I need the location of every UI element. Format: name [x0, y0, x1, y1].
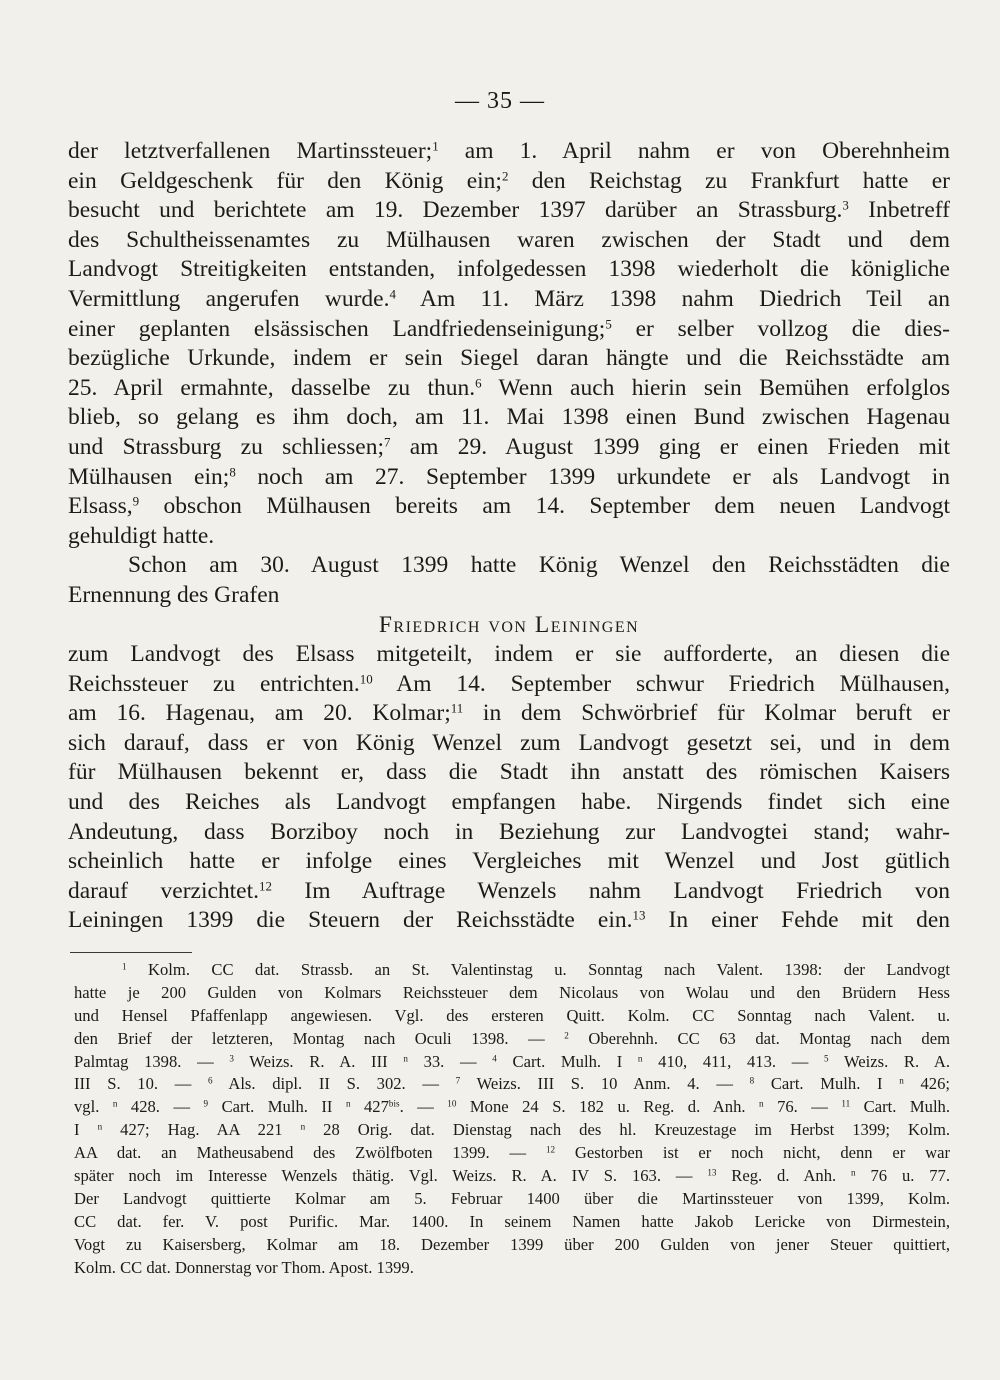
footnote-ref: 8 — [229, 463, 236, 479]
numero-mark: n — [345, 1098, 351, 1109]
numero-mark: n — [112, 1098, 118, 1109]
footnote-line: $^1$ Kolm. CC dat. Strassb. an St. Valentinstag u. Sonntag nach Valent. 1398: der Landvogt — [122, 960, 950, 979]
footnote-line: I $^n$ 427; Hag. AA 221 $^n$ 28 Orig. dat. Dienstag nach des hl. Kreuzestage im Herbst 1399; Kolm. — [74, 1120, 950, 1140]
footnote-line: und Hensel Pfaffenlapp angewiesen. Vgl. des ersteren Quitt. Kolm. CC Sonntag nach Valent. u. — [74, 1005, 950, 1025]
text-line: zum Landvogt des Elsass mitgeteilt, indem er sie aufforderte, an diesen die — [68, 641, 950, 668]
numero-mark: n — [759, 1098, 764, 1109]
footnote-mark: 3 — [229, 1053, 234, 1064]
footnote-ref: 9 — [132, 493, 140, 509]
footnote-ref: 6 — [475, 375, 482, 390]
footnote-line: Vogt zu Kaisersberg, Kolmar am 18. Dezember 1399 über 200 Gulden von jener Steuer quittiert, — [74, 1234, 950, 1254]
text-line: Reichssteuer zu entrichten.$^{10}$ Am 14. September schwur Friedrich Mülhausen, — [68, 670, 950, 697]
footnote-line: Der Landvogt quittierte Kolmar am 5. Februar 1400 über die Martinssteuer von 1399, Kolm. — [74, 1188, 950, 1208]
footnote-mark: 2 — [564, 1030, 569, 1041]
footnote-line: hatte je 200 Gulden von Kolmars Reichssteuer dem Nicolaus von Wolau und den Brüdern Hess — [74, 982, 950, 1002]
text-line: Landvogt Streitigkeiten entstanden, infolgedessen 1398 wiederholt die königliche — [68, 256, 950, 283]
text-line: blieb, so gelang es ihm doch, am 11. Mai 1398 einen Bund zwischen Hagenau — [68, 404, 950, 431]
text-line: Andeutung, dass Borziboy noch in Beziehung zur Landvogtei stand; wahr- — [68, 818, 950, 845]
footnote-ref: 4 — [389, 286, 396, 302]
footnote-ref: 13 — [632, 907, 646, 923]
numero-mark: n — [403, 1053, 408, 1064]
footnote-mark: 10 — [447, 1098, 457, 1109]
footnote-ref: 2 — [501, 167, 509, 183]
footnote-ref: 10 — [359, 670, 373, 686]
footnote-ref: 3 — [842, 197, 849, 213]
numero-mark: n — [637, 1053, 643, 1064]
footnote-mark: 4 — [492, 1053, 497, 1064]
footnote-mark: 12 — [545, 1144, 556, 1155]
footnote-mark: 9 — [203, 1098, 209, 1109]
footnote-line: CC dat. fer. V. post Purific. Mar. 1400. In seinem Namen hatte Jakob Lericke von Dirmestein, — [74, 1211, 950, 1231]
numero-mark: n — [300, 1121, 306, 1132]
footnote-mark: 8 — [749, 1075, 755, 1086]
footnote-ref: 12 — [259, 878, 272, 894]
footnote-line: Palmtag 1398. — $^3$ Weizs. R. A. III $^n$ 33. — $^4$ Cart. Mulh. I $^n$ 410, 411, 413. — $^5$ Weizs. R. A. — [74, 1051, 951, 1071]
text-line: Ernennung des Grafen — [68, 581, 280, 608]
text-line: des Schultheissenamtes zu Mülhausen waren zwischen der Stadt und dem — [68, 226, 950, 253]
text-line: und des Reiches als Landvogt empfangen habe. Nirgends findet sich eine — [68, 789, 950, 816]
text-line: Elsass,$^9$ obschon Mülhausen bereits am 14. September dem neuen Landvogt — [68, 493, 950, 520]
body-text — [68, 137, 950, 936]
text-line: am 16. Hagenau, am 20. Kolmar;$^{11}$ in dem Schwörbrief für Kolmar beruft er — [68, 700, 950, 727]
text-line: ein Geldgeschenk für den König ein;$^2$ den Reichstag zu Frankfurt hatte er — [68, 167, 950, 194]
footnote-mark: 13 — [707, 1167, 717, 1178]
footnote-line: AA dat. an Matheusabend des Zwölfboten 1399. — $^{12}$ Gestorben ist er noch nicht, denn er war — [74, 1143, 950, 1163]
text-line: für Mülhausen bekennt er, dass die Stadt ihn anstatt des römischen Kaisers — [68, 759, 950, 786]
footnote-ref: 11 — [450, 700, 464, 716]
footnote-line: III S. 10. — $^6$ Als. dipl. II S. 302. — $^7$ Weizs. III S. 10 Anm. 4. — $^8$ Cart. Mulh. I $^n$ 426; — [74, 1074, 950, 1094]
numero-mark: n — [899, 1075, 904, 1086]
footnote-mark: 6 — [208, 1075, 213, 1086]
text-line: bezügliche Urkunde, indem er sein Siegel daran hängte und die Reichsstädte am — [68, 345, 950, 372]
bis-mark: bis — [388, 1098, 400, 1109]
footnotes — [74, 959, 950, 1279]
footnote-mark: 1 — [122, 961, 127, 972]
footnote-line: Kolm. CC dat. Donnerstag vor Thom. Apost. 1399. — [74, 1257, 414, 1277]
footnote-ref: 5 — [605, 315, 612, 331]
text-line: sich darauf, dass er von König Wenzel zum Landvogt gesetzt sei, und in dem — [68, 729, 950, 756]
numero-mark: n — [851, 1167, 856, 1178]
footnote-ref: 7 — [383, 434, 391, 450]
numero-mark: n — [97, 1121, 103, 1132]
text-line: besucht und berichtete am 19. Dezember 1397 darüber an Strassburg.$^3$ Inbetreff — [68, 197, 950, 224]
footnote-mark: 7 — [455, 1075, 461, 1086]
footnote-divider — [70, 952, 192, 953]
text-line: Vermittlung angerufen wurde.$^4$ Am 11. März 1398 nahm Diedrich Teil an — [68, 285, 951, 312]
text-line: einer geplanten elsässischen Landfriedenseinigung;$^5$ er selber vollzog die dies- — [68, 315, 950, 342]
footnote-mark: 11 — [841, 1098, 851, 1109]
text-line: scheinlich hatte er infolge eines Vergleiches mit Wenzel und Jost gütlich — [68, 848, 950, 875]
footnote-ref: 1 — [432, 138, 439, 154]
footnote-line: den Brief der letzteren, Montag nach Oculi 1398. — $^2$ Oberehnh. CC 63 dat. Montag nach dem — [74, 1028, 950, 1048]
footnote-line: vgl. $^n$ 428. — $^9$ Cart. Mulh. II $^n$ $427^{bis}$. — $^{10}$ Mone 24 S. 182 u. Reg. d. Anh. $^n$ 76. — $^{11}$ Cart. Mulh. — [74, 1097, 950, 1117]
text-line: Leiningen 1399 die Steuern der Reichsstädte ein.$^{13}$ In einer Fehde mit den — [68, 907, 950, 934]
text-line: gehuldigt hatte. — [68, 522, 215, 549]
footnote-line: später noch im Interesse Wenzels thätig. Vgl. Weizs. R. A. IV S. 163. — $^{13}$ Reg. d. Anh. $^n$ 76 u. 77. — [74, 1166, 950, 1186]
text-line: Schon am 30. August 1399 hatte König Wenzel den Reichsstädten die — [128, 552, 950, 579]
text-line: Mülhausen ein;$^8$ noch am 27. September 1399 urkundete er als Landvogt in — [68, 463, 951, 490]
section-heading: Friedrich von Leiningen — [378, 611, 640, 638]
text-line: 25. April ermahnte, dasselbe zu thun.$^6$ Wenn auch hierin sein Bemühen erfolglos — [68, 374, 950, 401]
text-line: der letztverfallenen Martinssteuer;$^1$ am 1. April nahm er von Oberehnheim — [68, 138, 950, 164]
page-number: — 35 — — [455, 88, 545, 114]
text-line: darauf verzichtet.$^{12}$ Im Auftrage Wenzels nahm Landvogt Friedrich von — [68, 877, 950, 904]
text-line: und Strassburg zu schliessen;$^7$ am 29. August 1399 ging er einen Frieden mit — [68, 433, 950, 460]
footnote-mark: 5 — [824, 1053, 829, 1064]
